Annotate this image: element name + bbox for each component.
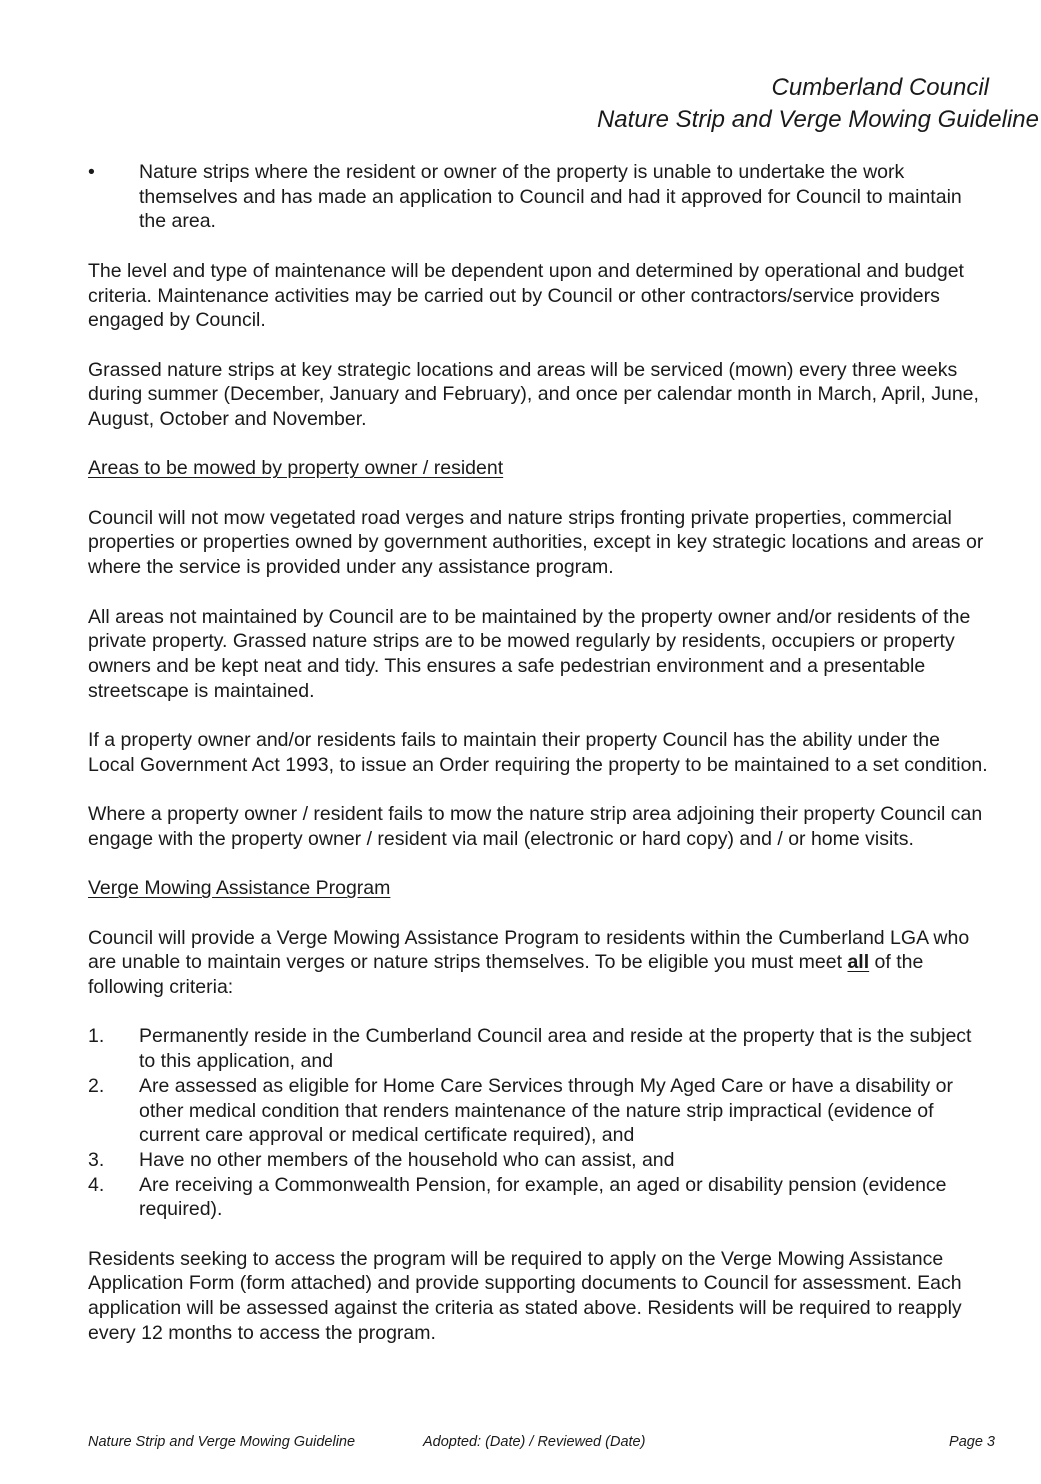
section-heading-owner-mowing: Areas to be mowed by property owner / resident (88, 457, 504, 480)
bullet-marker: • (88, 161, 95, 183)
criteria-number: 4. (88, 1173, 105, 1196)
header-council-name: Cumberland Council (771, 74, 989, 101)
criteria-list (88, 1024, 988, 1222)
paragraph-mowing-schedule: Grassed nature strips at key strategic locations and areas will be serviced (mown) every three weeks during summer (December, January and February), and once per calendar month in March, April, June, August, October and November. (88, 358, 979, 430)
criteria-item (88, 1173, 988, 1222)
criteria-number: 1. (88, 1025, 105, 1048)
program-intro-tail: of the following criteria: (88, 951, 924, 999)
footer-adopted-date: Adopted: (Date) / Reviewed (Date) (423, 1434, 646, 1450)
paragraph-areas-not-maintained: All areas not maintained by Council are to be maintained by the property owner and/or residents of the private property. Grassed nature strips are to be mowed regularly by residents, occupiers or property owners and be kept neat and tidy. This ensures a safe pedestrian environment and a presentable streetscape is maintained. (88, 605, 971, 702)
criteria-item (88, 1148, 988, 1173)
footer-document-title: Nature Strip and Verge Mowing Guideline (88, 1434, 356, 1450)
paragraph-order-ability: If a property owner and/or residents fails to maintain their property Council has the ability under the Local Government Act 1993, to issue an Order requiring the property to be maintained to a set condition. (88, 729, 988, 776)
footer-page-number: Page 3 (949, 1434, 995, 1450)
criteria-text: Permanently reside in the Cumberland Council area and reside at the property that is the subject to this application, and (139, 1025, 972, 1073)
criteria-number: 3. (88, 1148, 105, 1171)
bullet-item (88, 160, 988, 234)
bullet-text: Nature strips where the resident or owner of the property is unable to undertake the work themselves and has made an application to Council and had it approved for Council to maintain the area. (139, 161, 962, 233)
criteria-item (88, 1074, 988, 1148)
program-intro-emphasis: all (847, 951, 870, 974)
paragraph-application-process: Residents seeking to access the program will be required to apply on the Verge Mowing Assistance Application Form (form attached) and provide supporting documents to Council for assessment. Each application will be assessed against the criteria as stated above. Residents will be required to reapply every 12 months to access the program. (88, 1247, 962, 1344)
criteria-text: Are assessed as eligible for Home Care Services through My Aged Care or have a disability or other medical condition that renders maintenance of the nature strip impractical (evidence of current care approval or medical certificate required), and (139, 1074, 953, 1147)
paragraph-engagement: Where a property owner / resident fails to mow the nature strip area adjoining their property Council can engage with the property owner / resident via mail (electronic or hard copy) and / or home visits. (88, 803, 983, 850)
section-heading-assistance-program: Verge Mowing Assistance Program (88, 877, 391, 900)
program-intro-text: Council will provide a Verge Mowing Assistance Program to residents within the Cumberland LGA who are unable to maintain verges or nature strips themselves. To be eligible you must meet (88, 926, 970, 974)
paragraph-program-intro (88, 926, 988, 1000)
criteria-number: 2. (88, 1074, 105, 1097)
page-header (597, 72, 1039, 136)
criteria-item (88, 1024, 988, 1073)
paragraph-council-not-mow: Council will not mow vegetated road verges and nature strips fronting private properties, commercial properties or properties owned by government authorities, except in key strategic locations and areas or where the service is provided under any assistance program. (88, 506, 984, 579)
criteria-text: Have no other members of the household who can assist, and (139, 1148, 675, 1171)
paragraph-maintenance-level: The level and type of maintenance will be dependent upon and determined by operational and budget criteria. Maintenance activities may be carried out by Council or other contractors/service providers engaged by Council. (88, 259, 964, 332)
criteria-text: Are receiving a Commonwealth Pension, for example, an aged or disability pension (evidence required). (139, 1173, 947, 1221)
header-document-title: Nature Strip and Verge Mowing Guideline (596, 106, 1039, 133)
document-body (88, 160, 988, 1346)
